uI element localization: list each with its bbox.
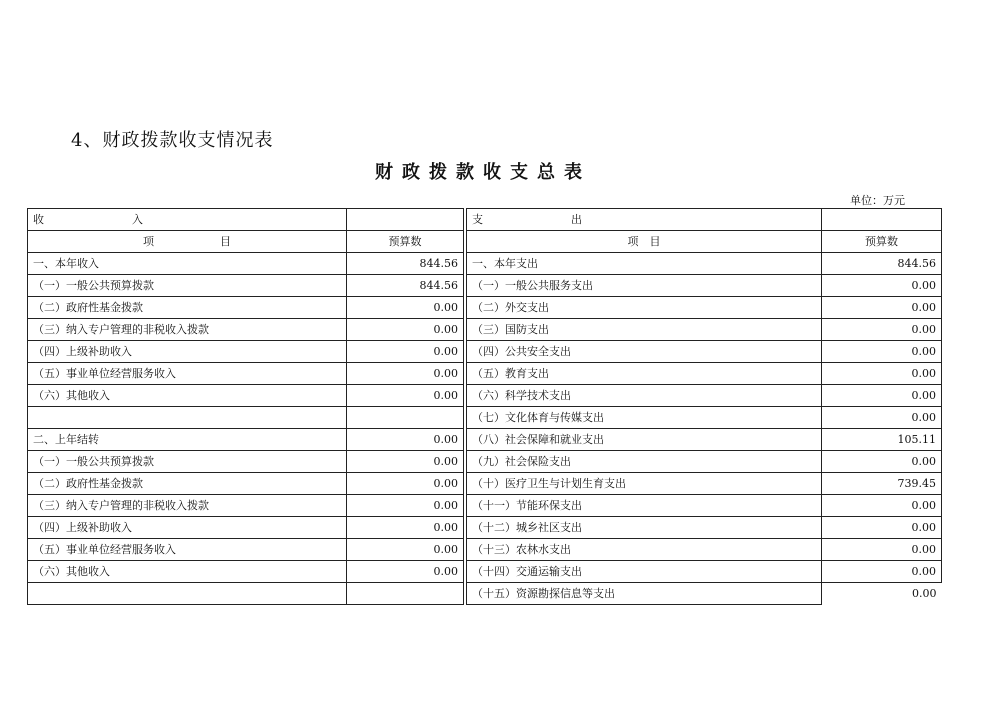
table-row — [28, 473, 942, 495]
expense-header: 支 出 — [467, 209, 822, 231]
income-value: 0.00 — [347, 319, 464, 341]
income-item: （一）一般公共预算拨款 — [28, 275, 347, 297]
expense-value: 0.00 — [822, 319, 942, 341]
income-item: （五）事业单位经营服务收入 — [28, 539, 347, 561]
income-value: 0.00 — [347, 561, 464, 583]
section-heading: 4、财政拨款收支情况表 — [71, 130, 274, 151]
budget-table — [27, 208, 942, 605]
income-value: 0.00 — [347, 451, 464, 473]
expense-item: （十四）交通运输支出 — [467, 561, 822, 583]
expense-value: 0.00 — [822, 539, 942, 561]
table-row — [28, 539, 942, 561]
expense-value: 0.00 — [822, 275, 942, 297]
table-row — [28, 407, 942, 429]
income-item: （三）纳入专户管理的非税收入拨款 — [28, 319, 347, 341]
expense-value: 0.00 — [822, 561, 942, 583]
income-item: （二）政府性基金拨款 — [28, 473, 347, 495]
income-item: （五）事业单位经营服务收入 — [28, 363, 347, 385]
expense-item: 一、本年支出 — [467, 253, 822, 275]
table-row — [28, 297, 942, 319]
expense-value: 0.00 — [822, 583, 942, 605]
expense-value: 0.00 — [822, 517, 942, 539]
expense-item: （十）医疗卫生与计划生育支出 — [467, 473, 822, 495]
expense-value: 0.00 — [822, 495, 942, 517]
expense-item: （三）国防支出 — [467, 319, 822, 341]
income-item — [28, 407, 347, 429]
income-value: 0.00 — [347, 341, 464, 363]
table-row — [28, 451, 942, 473]
expense-item-header: 项 目 — [467, 231, 822, 253]
expense-value: 105.11 — [822, 429, 942, 451]
table-row — [28, 561, 942, 583]
expense-item: （十五）资源勘探信息等支出 — [467, 583, 822, 605]
expense-item: （七）文化体育与传媒支出 — [467, 407, 822, 429]
expense-item: （四）公共安全支出 — [467, 341, 822, 363]
expense-value: 0.00 — [822, 407, 942, 429]
income-item: （四）上级补助收入 — [28, 341, 347, 363]
expense-item: （八）社会保障和就业支出 — [467, 429, 822, 451]
table-row — [28, 341, 942, 363]
income-value: 0.00 — [347, 517, 464, 539]
income-item: 一、本年收入 — [28, 253, 347, 275]
income-item: 二、上年结转 — [28, 429, 347, 451]
unit-label: 单位：万元 — [850, 194, 905, 207]
income-value: 844.56 — [347, 253, 464, 275]
table-title: 财政拨款收支总表 — [375, 162, 591, 183]
expense-value: 0.00 — [822, 341, 942, 363]
expense-item: （一）一般公共服务支出 — [467, 275, 822, 297]
income-item: （四）上级补助收入 — [28, 517, 347, 539]
table-row — [28, 583, 942, 605]
income-value: 0.00 — [347, 539, 464, 561]
table-row — [28, 363, 942, 385]
table-row — [28, 385, 942, 407]
income-value: 844.56 — [347, 275, 464, 297]
income-value: 0.00 — [347, 495, 464, 517]
expense-item: （九）社会保险支出 — [467, 451, 822, 473]
table-row — [28, 275, 942, 297]
income-header: 收 入 — [28, 209, 347, 231]
table-row — [28, 517, 942, 539]
expense-value: 0.00 — [822, 385, 942, 407]
expense-budget-header: 预算数 — [822, 231, 942, 253]
expense-item: （二）外交支出 — [467, 297, 822, 319]
table-row — [28, 319, 942, 341]
income-value: 0.00 — [347, 363, 464, 385]
header-row-1 — [28, 209, 942, 231]
expense-item: （十二）城乡社区支出 — [467, 517, 822, 539]
expense-value: 739.45 — [822, 473, 942, 495]
income-item: （三）纳入专户管理的非税收入拨款 — [28, 495, 347, 517]
income-item: （六）其他收入 — [28, 561, 347, 583]
expense-value: 0.00 — [822, 363, 942, 385]
expense-item: （十一）节能环保支出 — [467, 495, 822, 517]
income-item: （二）政府性基金拨款 — [28, 297, 347, 319]
table-row — [28, 253, 942, 275]
expense-item: （十三）农林水支出 — [467, 539, 822, 561]
income-budget-header: 预算数 — [347, 231, 464, 253]
income-item: （一）一般公共预算拨款 — [28, 451, 347, 473]
table-row — [28, 495, 942, 517]
income-value: 0.00 — [347, 473, 464, 495]
header-row-2 — [28, 231, 942, 253]
income-value: 0.00 — [347, 429, 464, 451]
income-item: （六）其他收入 — [28, 385, 347, 407]
expense-value: 0.00 — [822, 451, 942, 473]
income-item — [28, 583, 347, 605]
table-row — [28, 429, 942, 451]
expense-item: （六）科学技术支出 — [467, 385, 822, 407]
income-value: 0.00 — [347, 385, 464, 407]
expense-value: 0.00 — [822, 297, 942, 319]
income-value: 0.00 — [347, 297, 464, 319]
expense-item: （五）教育支出 — [467, 363, 822, 385]
income-value — [347, 583, 464, 605]
income-value — [347, 407, 464, 429]
expense-value: 844.56 — [822, 253, 942, 275]
income-item-header: 项 目 — [28, 231, 347, 253]
